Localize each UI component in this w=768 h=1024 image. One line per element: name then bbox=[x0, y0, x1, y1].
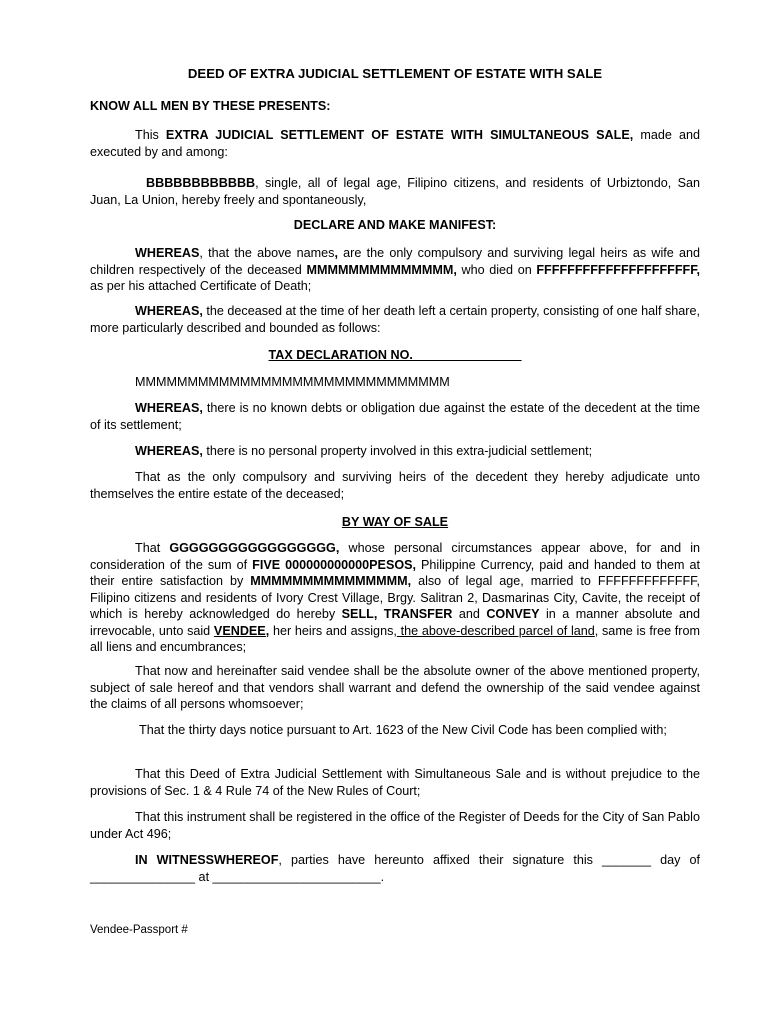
parties-paragraph bbox=[90, 175, 700, 208]
whereas-comma: , bbox=[334, 246, 338, 260]
intro-deed-name: EXTRA JUDICIAL SETTLEMENT OF ESTATE WITH SIMULTANEOUS SALE, bbox=[165, 128, 634, 142]
sale-text-5: in a manner absolute and irrevocable, unto said bbox=[90, 607, 700, 638]
whereas-text: there is no personal property involved in this extra-judicial settlement; bbox=[202, 444, 593, 458]
whereas-heirs-paragraph bbox=[90, 245, 700, 295]
whereas-text-2: are the only compulsory and surviving legal heirs as wife and children respectively of the deceased bbox=[90, 246, 701, 277]
whereas-label: WHEREAS, bbox=[135, 444, 203, 458]
convey: CONVEY bbox=[486, 607, 540, 621]
notice-paragraph: That the thirty days notice pursuant to Art. 1623 of the New Civil Code has been complied with; bbox=[139, 723, 667, 737]
document-title: DEED OF EXTRA JUDICIAL SETTLEMENT OF ESTATE WITH SALE bbox=[187, 66, 603, 81]
witness-paragraph bbox=[90, 852, 700, 885]
sale-amount: FIVE 000000000000PESOS, bbox=[252, 557, 417, 572]
vendee-passport-label: Vendee-Passport # bbox=[90, 924, 188, 936]
sale-heading: BY WAY OF SALE bbox=[341, 515, 449, 529]
ownership-paragraph: That now and hereinafter said vendee shall be the absolute owner of the above mentioned property, subject of sale hereof and that vendors shall warrant and defend the ownership of the said vendee against the claims of all persons whomsoever; bbox=[90, 664, 700, 711]
witness-text: , parties have hereunto affixed their signature this _______ day of _______________ at ________________________. bbox=[90, 853, 700, 884]
vendee-name: MMMMMMMMMMMMMMM, bbox=[250, 574, 412, 588]
sale-and: and bbox=[452, 607, 487, 621]
whereas-text-3: who died on bbox=[456, 262, 537, 277]
whereas-text: , that the above names bbox=[199, 246, 335, 260]
declare-heading: DECLARE AND MAKE MANIFEST: bbox=[293, 218, 497, 232]
deceased-name: MMMMMMMMMMMMMM, bbox=[306, 262, 457, 277]
parties-text: , single, all of legal age, Filipino citizens, and residents of Urbiztondo, San Juan, La Union, hereby freely and spontaneously, bbox=[90, 176, 700, 207]
whereas-text-4: as per his attached Certificate of Death; bbox=[90, 279, 312, 293]
party-name: BBBBBBBBBBBB bbox=[146, 176, 256, 190]
witness-label: IN WITNESSWHEREOF bbox=[135, 853, 279, 867]
whereas-property-paragraph bbox=[90, 303, 700, 336]
death-date: FFFFFFFFFFFFFFFFFFFFF, bbox=[536, 262, 701, 277]
intro-text: This bbox=[135, 128, 166, 142]
sale-text-2: whose personal circumstances appear above, for and in consideration of the sum of bbox=[90, 541, 700, 572]
whereas-text: the deceased at the time of her death left a certain property, consisting of one half share, more particularly described and bounded as follows: bbox=[90, 304, 700, 335]
vendee-label: VENDEE, bbox=[213, 623, 270, 638]
whereas-personal-property-paragraph bbox=[90, 443, 700, 460]
sale-text-6: her heirs and assigns, bbox=[269, 623, 397, 638]
whereas-text: there is no known debts or obligation due against the estate of the decedent at the time of its settlement; bbox=[90, 401, 700, 432]
vendor-name: GGGGGGGGGGGGGGGGG, bbox=[169, 541, 340, 555]
parcel-of-land: the above-described parcel of land bbox=[396, 623, 595, 638]
sale-text: That bbox=[135, 541, 170, 555]
adjudication-paragraph: That as the only compulsory and surviving heirs of the decedent they hereby adjudicate unto themselves the entire estate of the deceased; bbox=[90, 470, 700, 501]
know-all-heading: KNOW ALL MEN BY THESE PRESENTS: bbox=[90, 99, 331, 113]
prejudice-paragraph: That this Deed of Extra Judicial Settlement with Simultaneous Sale and is without prejudice to the provisions of Sec. 1 & 4 Rule 74 of the New Rules of Court; bbox=[90, 767, 700, 798]
whereas-label: WHEREAS, bbox=[135, 304, 203, 318]
registration-paragraph: That this instrument shall be registered in the office of the Register of Deeds for the City of San Pablo under Act 496; bbox=[90, 810, 700, 841]
sale-text-3: Philippine Currency, paid and handed to them at their entire satisfaction by bbox=[90, 557, 701, 588]
property-placeholder-line: MMMMMMMMMMMMMMMMMMMMMMMMMMMMMM bbox=[135, 375, 450, 389]
whereas-label: WHEREAS bbox=[135, 246, 200, 260]
whereas-debts-paragraph bbox=[90, 400, 700, 433]
sale-text-4: also of legal age, married to FFFFFFFFFFFFF, Filipino citizens and residents of Ivory Crest Village, Brgy. Salitran 2, Dasmarinas City, Cavite, the receipt of which is hereby acknowledged do hereby bbox=[90, 574, 700, 621]
whereas-label: WHEREAS, bbox=[135, 401, 203, 415]
tax-declaration-heading: TAX DECLARATION NO. _______________ bbox=[268, 348, 522, 362]
intro-text-end: made and executed by and among: bbox=[90, 128, 700, 159]
sell-transfer: SELL, TRANSFER bbox=[341, 607, 453, 621]
sale-paragraph bbox=[90, 540, 700, 656]
sale-text-7: , same is free from all liens and encumbrances; bbox=[90, 623, 700, 654]
intro-paragraph bbox=[90, 127, 700, 160]
